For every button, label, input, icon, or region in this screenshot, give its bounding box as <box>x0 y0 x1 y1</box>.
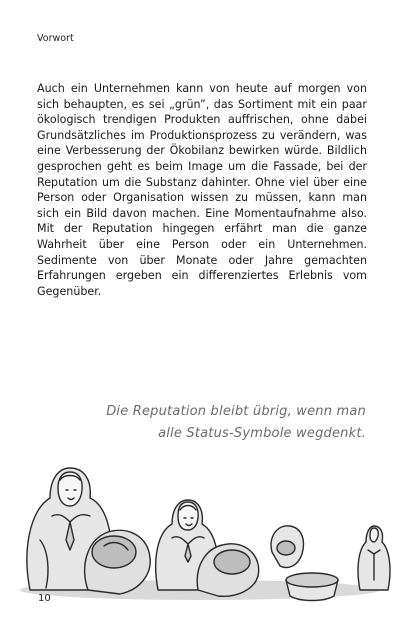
caption-line-2: alle Status-Symbole wegdenkt. <box>158 426 366 441</box>
body-paragraph: Auch ein Unternehmen kann von heute auf morgen von sich behaupten, es sei „grün”, das Sortiment mit ein paar ökologisch trendigen Produkten auffrischen, ohne dabei Grundsätzliches im Produktionsprozess zu verändern, was eine Verbesserung der Ökobilanz bewirken würde. Bildlich gesprochen geht es beim Image um die Fassade, bei der Reputation um die Substanz dahinter. Ohne viel über eine Person oder Organisation wissen zu müssen, kann man sich ein Bild davon machen. Eine Momentaufnahme also. Mit der Reputation hingegen erfährt man die ganze Wahrheit über eine Person oder ein Unternehmen. Sedimente von über Monate oder Jahre gemachten Erfahrungen ergeben ein differenziertes Erlebnis vom Gegenüber. <box>37 82 367 298</box>
nesting-dolls-illustration <box>0 440 400 634</box>
illustration-caption <box>106 401 366 445</box>
small-tilted-doll <box>271 526 303 568</box>
running-header: Vorwort <box>37 33 74 44</box>
page-number: 10 <box>38 593 51 604</box>
tiny-standing-figure <box>358 526 390 590</box>
doll-bottom-cup <box>286 573 338 601</box>
caption-line-1: Die Reputation bleibt übrig, wenn man <box>106 404 366 419</box>
